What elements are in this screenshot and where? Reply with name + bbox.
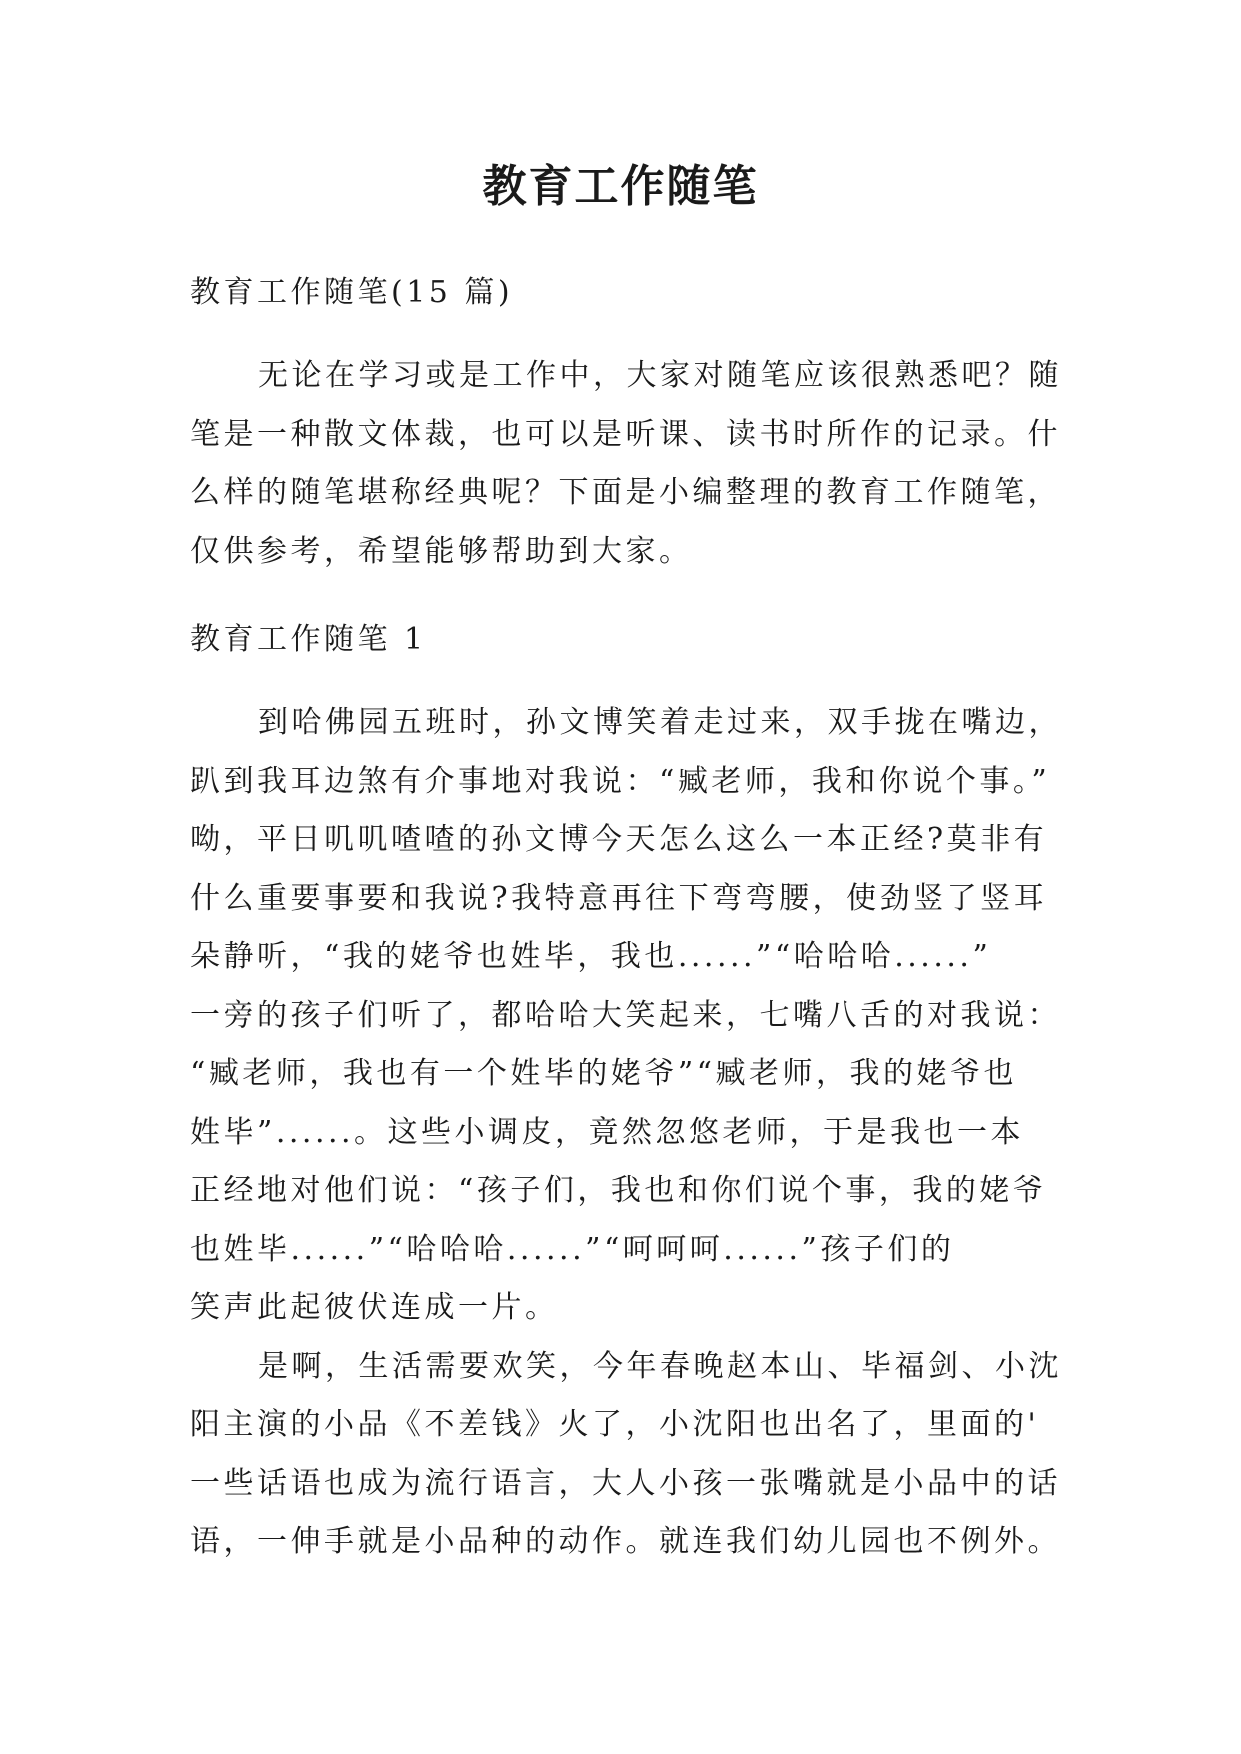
section-1-body xyxy=(190,694,1062,1572)
paragraph-line: 正经地对他们说：“孩子们，我也和你们说个事，我的姥爷 xyxy=(190,1173,1047,1208)
paragraph-line: 阳主演的小品《不差钱》火了，小沈阳也出名了，里面的' xyxy=(190,1407,1040,1442)
paragraph-line: 是啊，生活需要欢笑，今年春晚赵本山、毕福剑、小沈 xyxy=(258,1348,1062,1384)
intro-line: 无论在学习或是工作中，大家对随笔应该很熟悉吧？随 xyxy=(258,358,1062,393)
section-heading: 教育工作随笔 1 xyxy=(190,622,427,657)
paragraph-line: 呦，平日叽叽喳喳的孙文博今天怎么这么一本正经?莫非有 xyxy=(190,822,1048,857)
document-subtitle: 教育工作随笔(15 篇) xyxy=(190,275,514,310)
intro-line: 仅供参考，希望能够帮助到大家。 xyxy=(190,533,693,569)
intro-line: 么样的随笔堪称经典呢？下面是小编整理的教育工作随笔， xyxy=(190,475,1061,510)
paragraph-line: 朵静听，“我的姥爷也姓毕，我也......”“哈哈哈......” xyxy=(190,939,992,974)
paragraph-line: 语，一伸手就是小品种的动作。就连我们幼儿园也不例外。 xyxy=(190,1524,1061,1559)
paragraph-line: 笑声此起彼伏连成一片。 xyxy=(190,1290,559,1325)
section-1-paragraph-1 xyxy=(190,694,1062,1338)
paragraph-line: “臧老师，我也有一个姓毕的姥爷”“臧老师，我的姥爷也 xyxy=(190,1056,1018,1091)
paragraph-line: 到哈佛园五班时，孙文博笑着走过来，双手拢在嘴边， xyxy=(258,705,1062,740)
paragraph-line: 什么重要事要和我说?我特意再往下弯弯腰，使劲竖了竖耳 xyxy=(190,880,1048,916)
intro-line: 笔是一种散文体裁，也可以是听课、读书时所作的记录。什 xyxy=(190,416,1061,452)
section-1-paragraph-2 xyxy=(190,1338,1062,1572)
paragraph-line: 一旁的孩子们听了，都哈哈大笑起来，七嘴八舌的对我说： xyxy=(190,997,1061,1033)
intro-paragraph xyxy=(190,347,1062,581)
paragraph-line: 趴到我耳边煞有介事地对我说：“臧老师，我和你说个事。” xyxy=(190,763,1051,799)
paragraph-line: 也姓毕......”“哈哈哈......”“呵呵呵......”孩子们的 xyxy=(190,1231,955,1267)
paragraph-line: 一些话语也成为流行语言，大人小孩一张嘴就是小品中的话 xyxy=(190,1465,1061,1501)
paragraph-line: 姓毕”......。这些小调皮，竟然忽悠老师，于是我也一本 xyxy=(190,1114,1025,1150)
document-title: 教育工作随笔 xyxy=(482,161,759,212)
